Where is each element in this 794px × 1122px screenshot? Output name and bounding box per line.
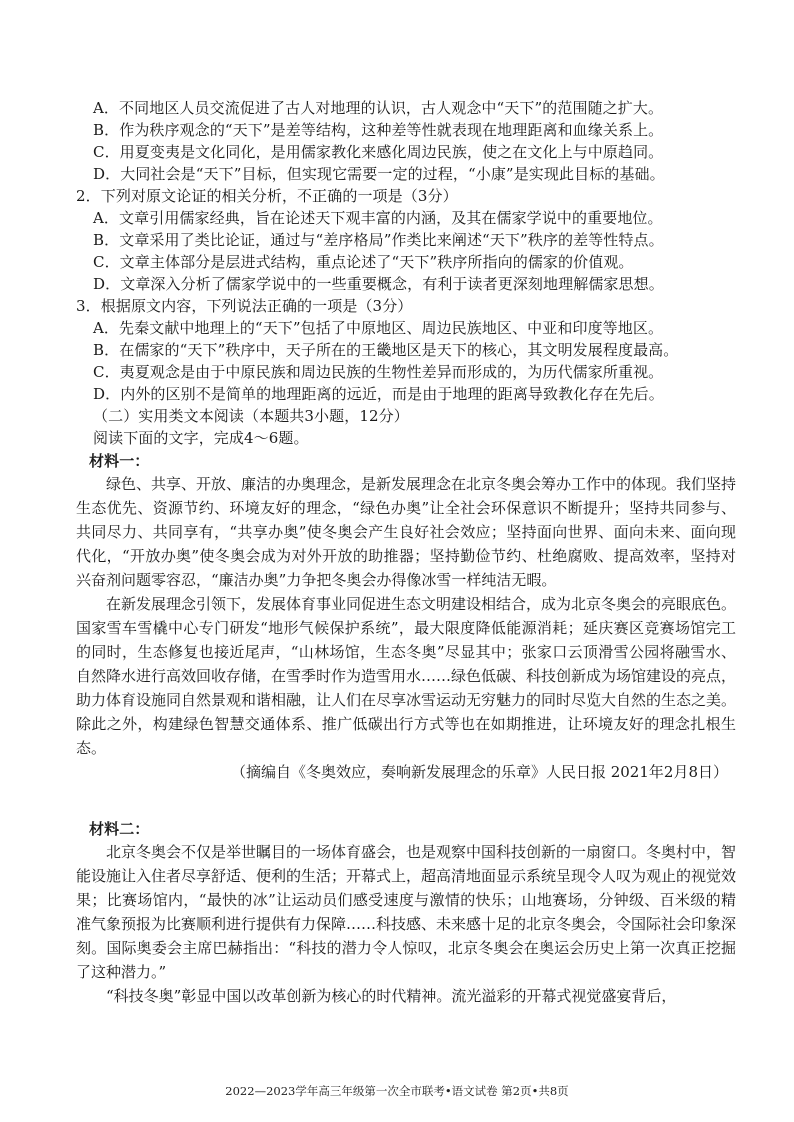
material-1-source: （摘编自《冬奥效应，奏响新发展理念的乐章》人民日报 2021年2月8日） bbox=[230, 763, 728, 781]
material-1-paragraph-1: 绿色、共享、开放、廉洁的办奥理念，是新发展理念在北京冬奥会筹办工作中的体现。我们坚持生态优先、资源节约、环境友好的理念，“绿色办奥”让全社会环保意识不断提升；坚持共同参与、共同尽力、共同享有，“共享办奥”使冬奥会产生良好社会效应；坚持面向世界、面向未来、面向现代化，“开放办奥”使冬奥会成为对外开放的助推器；坚持勤俭节约、杜绝腐败、提高效率，坚持对兴奋剂问题零容忍，“廉洁办奥”力争把冬奥会办得像冰雪一样纯洁无暇。 bbox=[76, 475, 737, 589]
section-2-instruction: 阅读下面的文字，完成4～6题。 bbox=[93, 429, 309, 447]
material-1-title: 材料一： bbox=[89, 452, 150, 470]
q1-option-c: C．用夏变夷是文化同化，是用儒家教化来感化周边民族，使之在文化上与中原趋同。 bbox=[93, 143, 664, 161]
q3-option-b: B．在儒家的“天下”秩序中，天子所在的王畿地区是天下的核心，其文明发展程度最高。 bbox=[93, 341, 679, 359]
q3-option-a: A．先秦文献中地理上的“天下”包括了中原地区、周边民族地区、中亚和印度等地区。 bbox=[93, 319, 664, 337]
material-2-title: 材料二： bbox=[89, 820, 150, 838]
question-1-options bbox=[76, 97, 736, 185]
q2-stem: 2．下列对原文论证的相关分析，不正确的一项是（3分） bbox=[76, 187, 458, 205]
material-2-paragraph-2: “科技冬奥”彰显中国以改革创新为核心的时代精神。流光溢彩的开幕式视觉盛宴背后， bbox=[106, 987, 677, 1005]
q1-option-b: B．作为秩序观念的“天下”是差等结构，这种差等性就表现在地理距离和血缘关系上。 bbox=[93, 121, 664, 139]
q2-option-a: A．文章引用儒家经典，旨在论述天下观丰富的内涵，及其在儒家学说中的重要地位。 bbox=[93, 209, 663, 227]
question-2 bbox=[76, 185, 736, 295]
material-2 bbox=[76, 818, 736, 1008]
q2-option-d: D．文章深入分析了儒家学说中的一些重要概念，有利于读者更深刻地理解儒家思想。 bbox=[93, 275, 664, 293]
q1-option-a: A．不同地区人员交流促进了古人对地理的认识，古人观念中“天下”的范围随之扩大。 bbox=[93, 99, 664, 117]
material-2-paragraph-1: 北京冬奥会不仅是举世瞩目的一场体育盛会，也是观察中国科技创新的一扇窗口。冬奥村中，智能设施让入住者尽享舒适、便利的生活；开幕式上，超高清地面显示系统呈现令人叹为观止的视觉效果；比赛场馆内，“最快的冰”让运动员们感受速度与激情的快乐；山地赛场，分钟级、百米级的精准气象预报为比赛顺利进行提供有力保障……科技感、未来感十足的北京冬奥会，令国际社会印象深刻。国际奥委会主席巴赫指出：“科技的潜力令人惊叹，北京冬奥会在奥运会历史上第一次真正挖掘了这种潜力。” bbox=[76, 843, 737, 981]
q1-option-d: D．大同社会是“天下”目标，但实现它需要一定的过程，“小康”是实现此目标的基础。 bbox=[93, 165, 665, 183]
section-2-heading: （二）实用类文本阅读（本题共3小题，12分） bbox=[93, 407, 409, 425]
material-1 bbox=[76, 450, 736, 784]
q2-option-c: C．文章主体部分是层进式结构，重点论述了“天下”秩序所指向的儒家的价值观。 bbox=[93, 253, 634, 271]
section-2-header bbox=[76, 405, 736, 449]
material-1-paragraph-2: 在新发展理念引领下，发展体育事业同促进生态文明建设相结合，成为北京冬奥会的亮眼底色。国家雪车雪橇中心专门研发“地形气候保护系统”，最大限度降低能源消耗；延庆赛区竞赛场馆完工的同时，生态修复也接近尾声，“山林场馆，生态冬奥”尽显其中；张家口云顶滑雪公园将融雪水、自然降水进行高效回收存储，在雪季时作为造雪用水……绿色低碳、科技创新成为场馆建设的亮点，助力体育设施同自然景观和谐相融，让人们在尽享冰雪运动无穷魅力的同时尽览大自然的生态之美。除此之外，构建绿色智慧交通体系、推广低碳出行方式等也在如期推进，让环境友好的理念扎根生态。 bbox=[76, 595, 737, 757]
q3-option-d: D．内外的区别不是简单的地理距离的远近，而是由于地理的距离导致教化存在先后。 bbox=[93, 385, 664, 403]
q3-stem: 3．根据原文内容，下列说法正确的一项是（3分） bbox=[76, 297, 413, 315]
q3-option-c: C．夷夏观念是由于中原民族和周边民族的生物性差异而形成的，为历代儒家所重视。 bbox=[93, 363, 664, 381]
question-3 bbox=[76, 295, 736, 405]
page-footer: 2022—2023学年高三年级第一次全市联考•语文试卷 第2页•共8页 bbox=[225, 1084, 569, 1098]
q2-option-b: B．文章采用了类比论证，通过与“差序格局”作类比来阐述“天下”秩序的差等性特点。 bbox=[93, 231, 664, 249]
